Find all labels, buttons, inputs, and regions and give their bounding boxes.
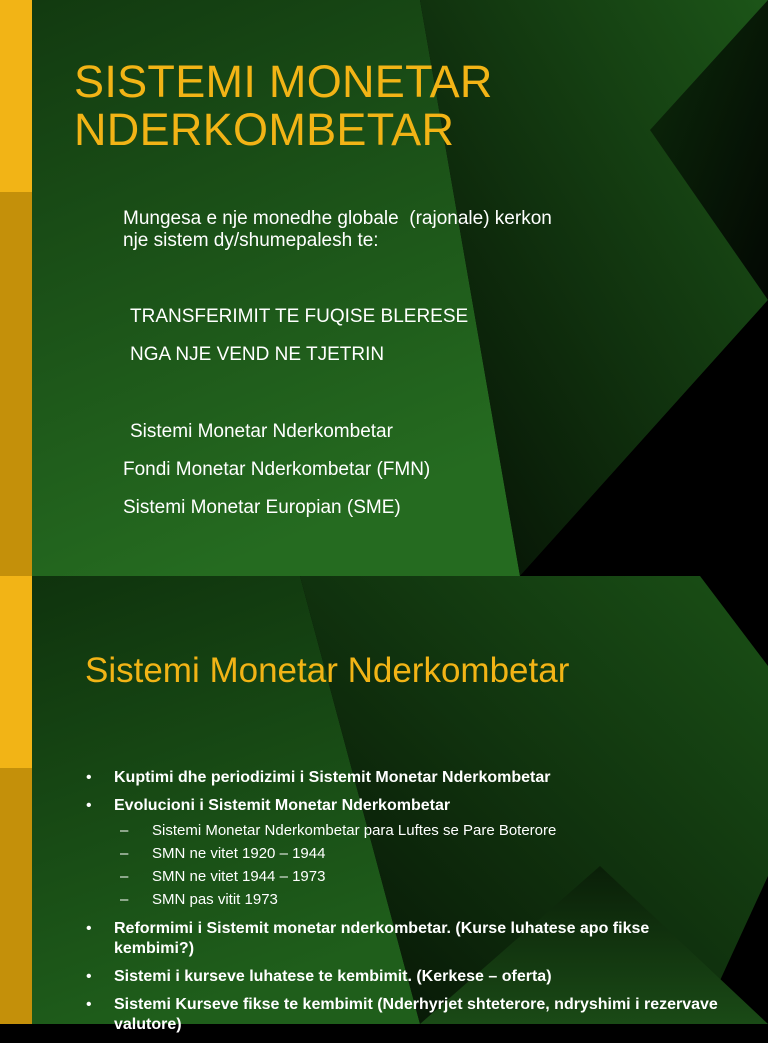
title-line-2: NDERKOMBETAR (74, 104, 455, 155)
bullet-text: Sistemi i kurseve luhatese te kembimit. (Kerkese – oferta) (114, 968, 552, 985)
item-sistemi-monetar: Sistemi Monetar Nderkombetar (130, 421, 393, 442)
sub-dash: – (120, 822, 129, 839)
bullet-dot: • (86, 797, 92, 814)
bullet-text: Sistemi Kurseve fikse te kembimit (Nderhyrjet shteterore, ndryshimi i rezervave valutore) (114, 996, 718, 1033)
bullet-kuptimi (86, 768, 726, 788)
sub-item-1920-1944 (120, 842, 726, 865)
bullet-kurse-luhatese (86, 967, 726, 987)
bullet-dot: • (86, 996, 92, 1013)
sub-text: SMN ne vitet 1920 – 1944 (152, 845, 326, 862)
sub-text: SMN ne vitet 1944 – 1973 (152, 868, 326, 885)
bullet-dot: • (86, 968, 92, 985)
accent-bar-top (0, 0, 32, 192)
sub-dash: – (120, 891, 129, 908)
transfer-line-2: NGA NJE VEND NE TJETRIN (130, 344, 385, 365)
slide-1-title (74, 58, 493, 154)
bullet-evolucioni (86, 796, 726, 911)
accent-bar-bottom-2 (0, 768, 32, 1024)
bullet-text: Evolucioni i Sistemit Monetar Nderkombetar (114, 797, 451, 814)
title-line-1: SISTEMI MONETAR (74, 56, 493, 107)
sub-text: SMN pas vitit 1973 (152, 891, 278, 908)
sub-dash: – (120, 868, 129, 885)
transfer-line-1: TRANSFERIMIT TE FUQISE BLERESE (130, 306, 469, 327)
sub-list (114, 819, 726, 911)
sub-item-para-luftes (120, 819, 726, 842)
sub-item-pas-1973 (120, 888, 726, 911)
item-fondi-monetar: Fondi Monetar Nderkombetar (FMN) (123, 459, 431, 480)
bullet-reformimi (86, 919, 726, 959)
slide-2-title: Sistemi Monetar Nderkombetar (85, 651, 570, 690)
bullet-text: Kuptimi dhe periodizimi i Sistemit Monetar Nderkombetar (114, 769, 551, 786)
bullet-dot: • (86, 769, 92, 786)
sub-dash: – (120, 845, 129, 862)
accent-bar-top-2 (0, 576, 32, 768)
item-sistemi-europian: Sistemi Monetar Europian (SME) (123, 497, 401, 518)
intro-line-1: Mungesa e nje monedhe globale (rajonale) kerkon (123, 208, 552, 229)
sub-text: Sistemi Monetar Nderkombetar para Luftes se Pare Boterore (152, 822, 557, 839)
bullet-text: Reformimi i Sistemit monetar nderkombetar. (Kurse luhatese apo fikse kembimi?) (114, 920, 650, 957)
bullet-list (86, 768, 726, 1043)
bullet-kurse-fikse (86, 995, 726, 1035)
bullet-dot: • (86, 920, 92, 937)
intro-line-2: nje sistem dy/shumepalesh te: (123, 230, 379, 251)
sub-item-1944-1973 (120, 865, 726, 888)
accent-bar-bottom (0, 192, 32, 576)
